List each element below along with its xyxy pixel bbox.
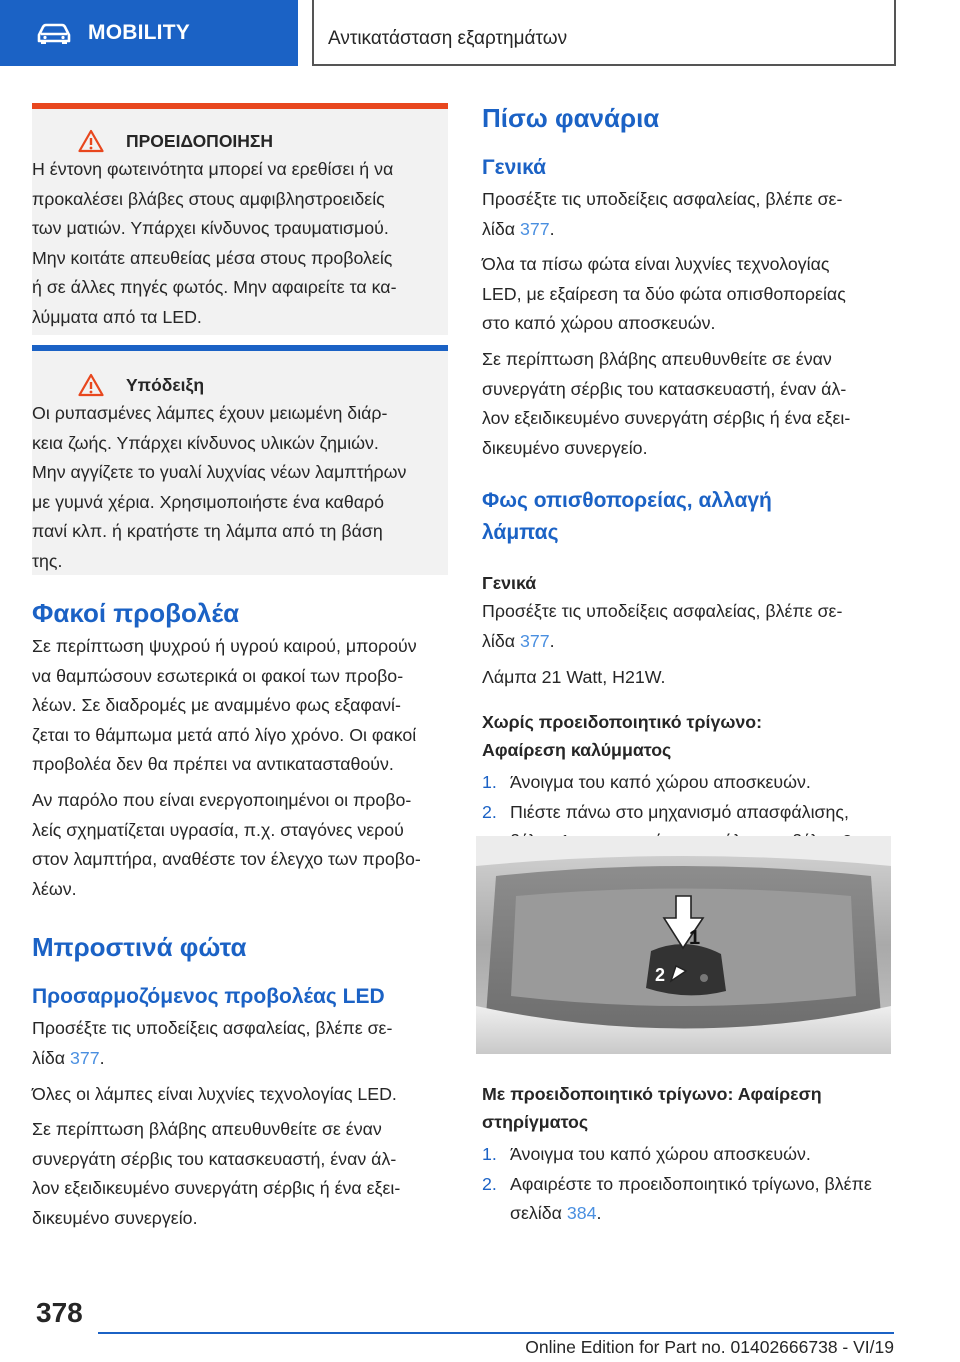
warning-triangle-icon (78, 129, 104, 153)
text-line: λείς σχηματίζεται υγρασία, π.χ. σταγόνες νερού (32, 819, 404, 840)
text-line: Φως οπισθοπορείας, αλλαγή (482, 489, 772, 513)
text-line: λύμματα από τα LED. (32, 306, 202, 327)
text-line: Αφαίρεση καλύμματος (482, 740, 672, 761)
text-line: λίδα (32, 1047, 70, 1068)
section-title-front-lights: Μπροστινά φώτα (32, 932, 247, 963)
step-number: 1. (482, 772, 497, 793)
step-text: Άνοιγμα του καπό χώρου αποσκευών. (510, 1144, 811, 1164)
text-line: Μην αγγίζετε το γυαλί λυχνίας νέων λαμπτήρων (32, 462, 407, 483)
list-item (482, 1170, 902, 1229)
warning-text (32, 153, 448, 333)
note-heading-row (32, 373, 448, 397)
car-icon (36, 21, 72, 45)
text-line: Σε περίπτωση βλάβης απευθυνθείτε σε έναν (32, 1119, 382, 1140)
subsection-title-reverse (482, 485, 902, 549)
page-link[interactable]: 384 (566, 1203, 597, 1224)
step-number: 1. (482, 1144, 497, 1164)
step-text: Άνοιγμα του καπό χώρου αποσκευών. (510, 772, 811, 793)
text-line: λον εξειδικευμένο συνεργάτη σέρβις ή ένα εξει‐ (482, 408, 851, 429)
step-number: 2. (482, 1173, 497, 1194)
text-line: Οι ρυπασμένες λάμπες έχουν μειωμένη διάρ‐ (32, 403, 388, 423)
text-line: λον εξειδικευμένο συνεργάτη σέρβις ή ένα εξει‐ (32, 1178, 401, 1199)
paragraph (32, 632, 448, 780)
page-title: Αντικατάσταση εξαρτημάτων (328, 28, 568, 49)
right-column-lower (482, 1080, 902, 1229)
footer-edition: Online Edition for Part no. 01402666738 - VI/19 (525, 1337, 894, 1357)
text-line: με γυμνά χέρια. Χρησιμοποιήστε ένα καθαρό (32, 491, 385, 512)
step-text (510, 1170, 872, 1229)
text-line: λίδα (482, 218, 520, 239)
warning-heading-row (32, 129, 448, 153)
trunk-lid-figure (476, 836, 891, 1054)
text-line: δικευμένο συνεργείο. (482, 437, 648, 458)
paragraph (482, 345, 902, 463)
page-link[interactable]: 377 (519, 630, 550, 651)
text-line: Προσέξτε τις υποδείξεις ασφαλείας, βλέπε σε‐ (32, 1018, 393, 1039)
text-line: Προσέξτε τις υποδείξεις ασφαλείας, βλέπε σε‐ (482, 189, 843, 209)
paragraph (482, 250, 902, 339)
text-line: LED, με εξαίρεση τα δύο φώτα οπισθοπορείας (482, 283, 846, 304)
text-line: Όλα τα πίσω φώτα είναι λυχνίες τεχνολογίας (482, 254, 830, 275)
text-line: των ματιών. Υπάρχει κίνδυνος τραυματισμού. (32, 218, 389, 239)
text-line: δικευμένο συνεργείο. (32, 1207, 198, 1228)
chapter-label: MOBILITY (88, 21, 190, 44)
text-line: . (549, 630, 555, 651)
paragraph: Λάμπα 21 Watt, H21W. (482, 666, 666, 687)
text-line: Αφαιρέστε το προειδοποιητικό τρίγωνο, βλέπε (510, 1173, 872, 1194)
steps-list (482, 1140, 902, 1229)
text-line: στο καπό χώρου αποσκευών. (482, 313, 716, 334)
page-link[interactable]: 377 (519, 218, 550, 239)
section-title-rear: Πίσω φανάρια (482, 103, 660, 133)
warning-heading: ΠΡΟΕΙΔΟΠΟΙΗΣΗ (126, 130, 274, 151)
text-line: πανί κλπ. ή κρατήστε τη λάμπα από τη βάση (32, 521, 383, 542)
subsection-title-general: Γενικά (482, 156, 547, 179)
text-line: στηρίγματος (482, 1112, 589, 1132)
list-item (482, 768, 902, 798)
text-line: Σε περίπτωση ψυχρού ή υγρού καιρού, μπορούν (32, 636, 417, 656)
text-line: κεια ζωής. Υπάρχει κίνδυνος υλικών ζημιών. (32, 432, 379, 453)
heading-with-triangle (482, 1080, 902, 1136)
page-number: 378 (36, 1297, 83, 1328)
text-line: . (596, 1203, 602, 1224)
text-line: προκαλέσει βλάβες στους αμφιβληστροειδείς (32, 188, 385, 209)
text-line: Χωρίς προειδοποιητικό τρίγωνο: (482, 712, 763, 733)
list-item (482, 1140, 902, 1170)
text-line: στον λαμπτήρα, αναθέστε τον έλεγχο των προβο‐ (32, 849, 421, 870)
note-heading: Υπόδειξη (126, 374, 205, 395)
text-line: ζεται το θάμπωμα μετά από λίγο χρόνο. Οι φακοί (32, 724, 417, 745)
paragraph: Όλες οι λάμπες είναι λυχνίες τεχνολογίας LED. (32, 1083, 397, 1104)
note-text (32, 397, 448, 577)
subsection-title-led: Προσαρμοζόμενος προβολέας LED (32, 985, 385, 1009)
heading-general: Γενικά (482, 573, 537, 594)
text-line: Αν παρόλο που είναι ενεργοποιημένοι οι προβο‐ (32, 789, 412, 810)
text-line: της. (32, 550, 63, 571)
section-title-fog: Φακοί προβολέα (32, 598, 240, 628)
warning-triangle-icon (78, 373, 104, 397)
warning-box (32, 103, 448, 335)
paragraph (32, 1115, 448, 1233)
paragraph (482, 185, 902, 244)
page-link[interactable]: 377 (69, 1047, 100, 1068)
left-column (32, 596, 448, 1234)
text-line: Η έντονη φωτεινότητα μπορεί να ερεθίσει ή να (32, 159, 394, 179)
right-column (482, 101, 902, 857)
cover-knob (700, 974, 708, 982)
step-number: 2. (482, 801, 497, 822)
text-line: συνεργάτη σέρβις του κατασκευαστή, έναν άλ‐ (482, 378, 847, 399)
paragraph (482, 597, 902, 656)
chapter-tab[interactable] (0, 0, 298, 66)
text-line: προβολέα δεν θα πρέπει να αντικατασταθούν. (32, 754, 394, 775)
text-line: Προσέξτε τις υποδείξεις ασφαλείας, βλέπε σε‐ (482, 601, 843, 622)
figure-label-1: 1 (689, 927, 701, 949)
text-line: Μην κοιτάτε απευθείας μέσα στους προβολείς (32, 247, 393, 268)
paragraph (32, 1014, 448, 1073)
heading-without-triangle (482, 708, 902, 764)
text-line: λίδα (482, 630, 520, 651)
text-line: συνεργάτη σέρβις του κατασκευαστή, έναν άλ‐ (32, 1148, 397, 1169)
text-line: Με προειδοποιητικό τρίγωνο: Αφαίρεση (482, 1084, 822, 1104)
paragraph (32, 786, 448, 904)
text-line: λέων. (32, 878, 77, 899)
text-line: σελίδα (510, 1203, 567, 1224)
note-accent-bar (32, 345, 448, 351)
text-line: Πιέστε πάνω στο μηχανισμό απασφάλισης, (510, 801, 849, 822)
text-line: να θαμπώσουν εσωτερικά οι φακοί των προβο‐ (32, 665, 404, 686)
text-line: Σε περίπτωση βλάβης απευθυνθείτε σε έναν (482, 348, 832, 369)
warning-accent-bar (32, 103, 448, 109)
figure-label-2: 2 (655, 965, 666, 985)
page-header (312, 0, 896, 66)
footer-rule (98, 1332, 894, 1334)
text-line: λέων. Σε διαδρομές με αναμμένο φως εξαφανί‐ (32, 695, 401, 716)
note-box (32, 345, 448, 575)
text-line: . (549, 218, 555, 239)
text-line: ή σε άλλες πηγές φωτός. Μην αφαιρείτε τα κα‐ (32, 277, 397, 298)
text-line: . (99, 1047, 105, 1068)
text-line: λάμπας (482, 521, 559, 545)
